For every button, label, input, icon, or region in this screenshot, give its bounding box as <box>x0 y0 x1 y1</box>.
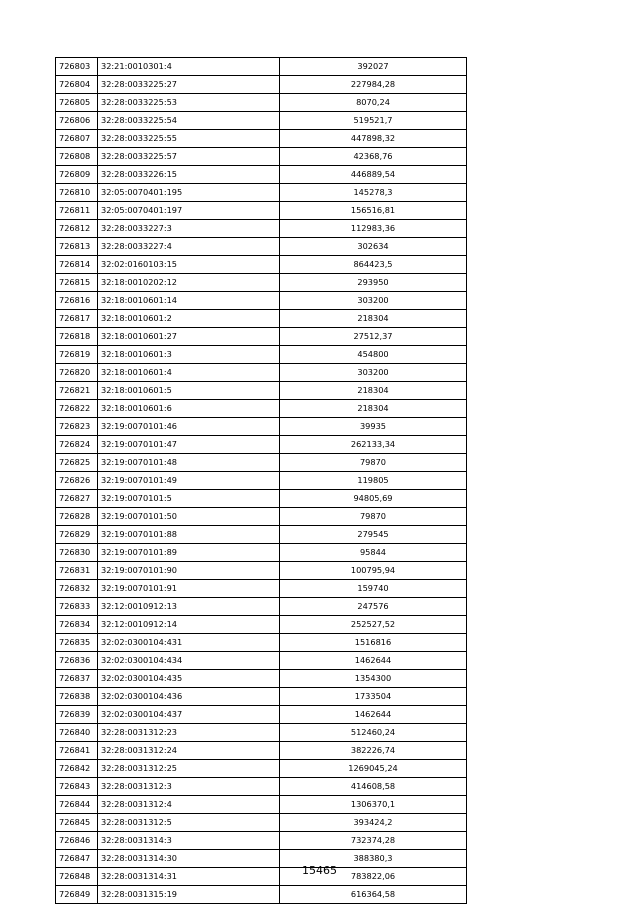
row-id-cell: 726849 <box>56 886 98 904</box>
table-body <box>56 58 467 904</box>
value-cell: 447898,32 <box>280 130 467 148</box>
value-cell: 512460,24 <box>280 724 467 742</box>
row-id-cell: 726842 <box>56 760 98 778</box>
row-id-cell: 726813 <box>56 238 98 256</box>
row-id-cell: 726831 <box>56 562 98 580</box>
table-row <box>56 634 467 652</box>
cadastral-number-cell: 32:05:0070401:197 <box>98 202 280 220</box>
cadastral-number-cell: 32:28:0031312:3 <box>98 778 280 796</box>
value-cell: 39935 <box>280 418 467 436</box>
row-id-cell: 726820 <box>56 364 98 382</box>
cadastral-number-cell: 32:02:0300104:431 <box>98 634 280 652</box>
table-row <box>56 832 467 850</box>
row-id-cell: 726822 <box>56 400 98 418</box>
cadastral-number-cell: 32:28:0033225:54 <box>98 112 280 130</box>
table-row <box>56 490 467 508</box>
table-row <box>56 886 467 904</box>
table-row <box>56 688 467 706</box>
cadastral-number-cell: 32:19:0070101:90 <box>98 562 280 580</box>
value-cell: 303200 <box>280 364 467 382</box>
table-row <box>56 130 467 148</box>
cadastral-number-cell: 32:19:0070101:50 <box>98 508 280 526</box>
value-cell: 1733504 <box>280 688 467 706</box>
row-id-cell: 726837 <box>56 670 98 688</box>
value-cell: 79870 <box>280 508 467 526</box>
cadastral-number-cell: 32:12:0010912:14 <box>98 616 280 634</box>
table-row <box>56 724 467 742</box>
cadastral-number-cell: 32:28:0033225:53 <box>98 94 280 112</box>
row-id-cell: 726804 <box>56 76 98 94</box>
row-id-cell: 726812 <box>56 220 98 238</box>
cadastral-number-cell: 32:19:0070101:48 <box>98 454 280 472</box>
value-cell: 732374,28 <box>280 832 467 850</box>
cadastral-number-cell: 32:28:0031312:25 <box>98 760 280 778</box>
cadastral-number-cell: 32:19:0070101:91 <box>98 580 280 598</box>
row-id-cell: 726832 <box>56 580 98 598</box>
table-row <box>56 706 467 724</box>
data-table <box>55 57 467 904</box>
table-row <box>56 580 467 598</box>
row-id-cell: 726815 <box>56 274 98 292</box>
value-cell: 392027 <box>280 58 467 76</box>
table-row <box>56 436 467 454</box>
row-id-cell: 726818 <box>56 328 98 346</box>
cadastral-number-cell: 32:18:0010601:2 <box>98 310 280 328</box>
value-cell: 218304 <box>280 310 467 328</box>
table-row <box>56 112 467 130</box>
cadastral-number-cell: 32:05:0070401:195 <box>98 184 280 202</box>
row-id-cell: 726803 <box>56 58 98 76</box>
cadastral-number-cell: 32:02:0160103:15 <box>98 256 280 274</box>
cadastral-number-cell: 32:28:0031312:23 <box>98 724 280 742</box>
value-cell: 302634 <box>280 238 467 256</box>
cadastral-number-cell: 32:18:0010601:14 <box>98 292 280 310</box>
value-cell: 454800 <box>280 346 467 364</box>
value-cell: 8070,24 <box>280 94 467 112</box>
row-id-cell: 726806 <box>56 112 98 130</box>
table-row <box>56 544 467 562</box>
cadastral-number-cell: 32:28:0031314:3 <box>98 832 280 850</box>
value-cell: 42368,76 <box>280 148 467 166</box>
row-id-cell: 726845 <box>56 814 98 832</box>
value-cell: 247576 <box>280 598 467 616</box>
row-id-cell: 726821 <box>56 382 98 400</box>
value-cell: 1516816 <box>280 634 467 652</box>
table-row <box>56 418 467 436</box>
value-cell: 27512,37 <box>280 328 467 346</box>
row-id-cell: 726839 <box>56 706 98 724</box>
cadastral-number-cell: 32:02:0300104:435 <box>98 670 280 688</box>
cadastral-number-cell: 32:18:0010601:3 <box>98 346 280 364</box>
cadastral-number-cell: 32:18:0010601:6 <box>98 400 280 418</box>
table-row <box>56 454 467 472</box>
row-id-cell: 726829 <box>56 526 98 544</box>
table-row <box>56 652 467 670</box>
row-id-cell: 726814 <box>56 256 98 274</box>
cadastral-number-cell: 32:28:0031312:4 <box>98 796 280 814</box>
cadastral-number-cell: 32:02:0300104:437 <box>98 706 280 724</box>
table-row <box>56 310 467 328</box>
table-row <box>56 616 467 634</box>
row-id-cell: 726817 <box>56 310 98 328</box>
value-cell: 393424,2 <box>280 814 467 832</box>
value-cell: 388380,3 <box>280 850 467 868</box>
cadastral-number-cell: 32:19:0070101:46 <box>98 418 280 436</box>
cadastral-number-cell: 32:28:0031314:30 <box>98 850 280 868</box>
table-row <box>56 202 467 220</box>
cadastral-number-cell: 32:19:0070101:47 <box>98 436 280 454</box>
cadastral-number-cell: 32:19:0070101:5 <box>98 490 280 508</box>
table-row <box>56 778 467 796</box>
row-id-cell: 726830 <box>56 544 98 562</box>
value-cell: 252527,52 <box>280 616 467 634</box>
table-row <box>56 670 467 688</box>
value-cell: 94805,69 <box>280 490 467 508</box>
value-cell: 119805 <box>280 472 467 490</box>
table-row <box>56 220 467 238</box>
table-row <box>56 292 467 310</box>
table-row <box>56 796 467 814</box>
value-cell: 616364,58 <box>280 886 467 904</box>
table-row <box>56 346 467 364</box>
value-cell: 100795,94 <box>280 562 467 580</box>
cadastral-number-cell: 32:28:0033227:3 <box>98 220 280 238</box>
row-id-cell: 726809 <box>56 166 98 184</box>
row-id-cell: 726841 <box>56 742 98 760</box>
table-row <box>56 166 467 184</box>
row-id-cell: 726828 <box>56 508 98 526</box>
cadastral-number-cell: 32:21:0010301:4 <box>98 58 280 76</box>
cadastral-number-cell: 32:28:0033225:57 <box>98 148 280 166</box>
table-row <box>56 562 467 580</box>
cadastral-number-cell: 32:18:0010601:4 <box>98 364 280 382</box>
row-id-cell: 726846 <box>56 832 98 850</box>
value-cell: 159740 <box>280 580 467 598</box>
cadastral-number-cell: 32:19:0070101:89 <box>98 544 280 562</box>
row-id-cell: 726836 <box>56 652 98 670</box>
row-id-cell: 726833 <box>56 598 98 616</box>
cadastral-number-cell: 32:28:0033225:55 <box>98 130 280 148</box>
table-row <box>56 256 467 274</box>
page-number: 15465 <box>302 864 337 877</box>
value-cell: 783822,06 <box>280 868 467 886</box>
table-row <box>56 814 467 832</box>
value-cell: 1462644 <box>280 706 467 724</box>
value-cell: 279545 <box>280 526 467 544</box>
table-row <box>56 382 467 400</box>
value-cell: 262133,34 <box>280 436 467 454</box>
table-row <box>56 148 467 166</box>
row-id-cell: 726826 <box>56 472 98 490</box>
cadastral-number-cell: 32:28:0031312:5 <box>98 814 280 832</box>
row-id-cell: 726834 <box>56 616 98 634</box>
value-cell: 414608,58 <box>280 778 467 796</box>
row-id-cell: 726811 <box>56 202 98 220</box>
cadastral-number-cell: 32:19:0070101:49 <box>98 472 280 490</box>
row-id-cell: 726847 <box>56 850 98 868</box>
value-cell: 145278,3 <box>280 184 467 202</box>
value-cell: 864423,5 <box>280 256 467 274</box>
row-id-cell: 726840 <box>56 724 98 742</box>
cadastral-number-cell: 32:19:0070101:88 <box>98 526 280 544</box>
value-cell: 1354300 <box>280 670 467 688</box>
value-cell: 156516,81 <box>280 202 467 220</box>
cadastral-number-cell: 32:28:0033225:27 <box>98 76 280 94</box>
row-id-cell: 726844 <box>56 796 98 814</box>
row-id-cell: 726816 <box>56 292 98 310</box>
table-row <box>56 508 467 526</box>
value-cell: 1462644 <box>280 652 467 670</box>
table-row <box>56 598 467 616</box>
row-id-cell: 726808 <box>56 148 98 166</box>
row-id-cell: 726835 <box>56 634 98 652</box>
row-id-cell: 726848 <box>56 868 98 886</box>
value-cell: 519521,7 <box>280 112 467 130</box>
cadastral-number-cell: 32:28:0031312:24 <box>98 742 280 760</box>
value-cell: 293950 <box>280 274 467 292</box>
value-cell: 382226,74 <box>280 742 467 760</box>
table-row <box>56 364 467 382</box>
table-row <box>56 184 467 202</box>
row-id-cell: 726819 <box>56 346 98 364</box>
cadastral-number-cell: 32:18:0010202:12 <box>98 274 280 292</box>
table-row <box>56 328 467 346</box>
value-cell: 218304 <box>280 400 467 418</box>
row-id-cell: 726823 <box>56 418 98 436</box>
value-cell: 446889,54 <box>280 166 467 184</box>
table-row <box>56 526 467 544</box>
row-id-cell: 726827 <box>56 490 98 508</box>
value-cell: 303200 <box>280 292 467 310</box>
table-row <box>56 76 467 94</box>
row-id-cell: 726838 <box>56 688 98 706</box>
table-row <box>56 760 467 778</box>
table-row <box>56 400 467 418</box>
value-cell: 95844 <box>280 544 467 562</box>
cadastral-number-cell: 32:28:0033226:15 <box>98 166 280 184</box>
row-id-cell: 726810 <box>56 184 98 202</box>
cadastral-number-cell: 32:18:0010601:27 <box>98 328 280 346</box>
value-cell: 112983,36 <box>280 220 467 238</box>
cadastral-number-cell: 32:12:0010912:13 <box>98 598 280 616</box>
value-cell: 1269045,24 <box>280 760 467 778</box>
row-id-cell: 726805 <box>56 94 98 112</box>
table-row <box>56 238 467 256</box>
table-row <box>56 472 467 490</box>
table-row <box>56 742 467 760</box>
cadastral-number-cell: 32:18:0010601:5 <box>98 382 280 400</box>
cadastral-number-cell: 32:28:0031315:19 <box>98 886 280 904</box>
row-id-cell: 726807 <box>56 130 98 148</box>
cadastral-number-cell: 32:28:0033227:4 <box>98 238 280 256</box>
table-row <box>56 58 467 76</box>
value-cell: 79870 <box>280 454 467 472</box>
table-row <box>56 274 467 292</box>
row-id-cell: 726825 <box>56 454 98 472</box>
cadastral-number-cell: 32:28:0031314:31 <box>98 868 280 886</box>
cadastral-number-cell: 32:02:0300104:436 <box>98 688 280 706</box>
value-cell: 1306370,1 <box>280 796 467 814</box>
table-row <box>56 94 467 112</box>
value-cell: 227984,28 <box>280 76 467 94</box>
row-id-cell: 726843 <box>56 778 98 796</box>
row-id-cell: 726824 <box>56 436 98 454</box>
value-cell: 218304 <box>280 382 467 400</box>
cadastral-number-cell: 32:02:0300104:434 <box>98 652 280 670</box>
